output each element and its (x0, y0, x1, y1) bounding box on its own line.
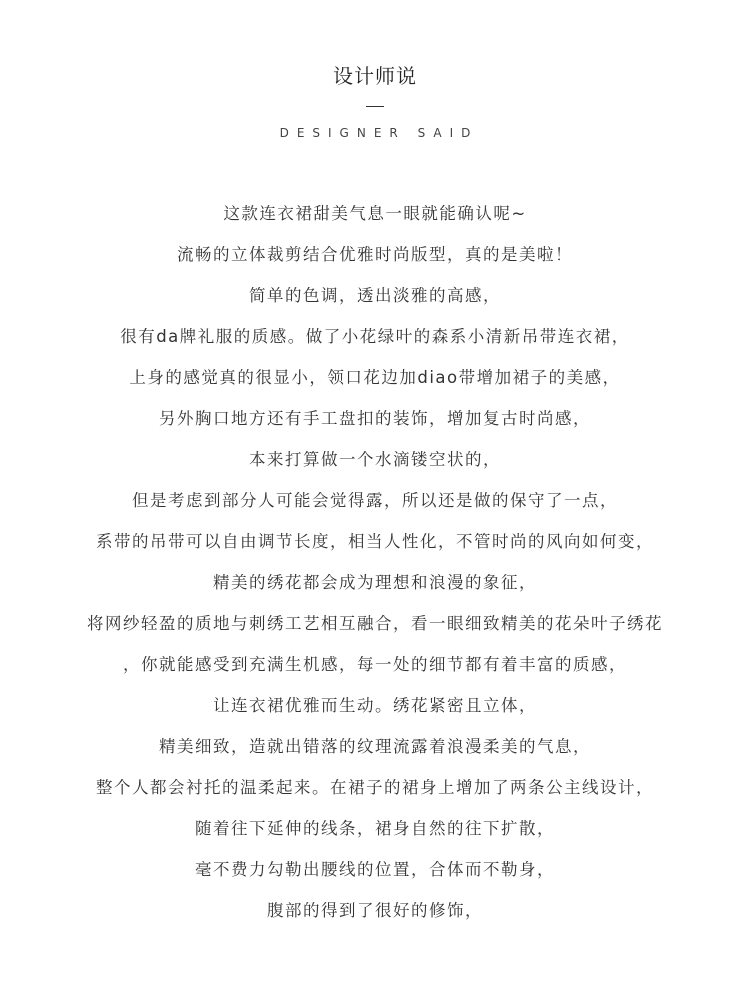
text-line: 腹部的得到了很好的修饰， (267, 901, 483, 920)
section-title: 设计师说 (333, 64, 417, 88)
text-line: 上身的感觉真的很显小，领口花边加diao带增加裙子的美感， (129, 368, 621, 387)
text-line: 将网纱轻盈的质地与刺绣工艺相互融合，看一眼细致精美的花朵叶子绣花 (87, 614, 663, 633)
text-line: 但是考虑到部分人可能会觉得露，所以还是做的保守了一点， (132, 491, 618, 510)
text-line: 毫不费力勾勒出腰线的位置，合体而不勒身， (195, 860, 555, 879)
text-line: 本来打算做一个水滴镂空状的， (249, 450, 501, 469)
text-line: 随着往下延伸的线条，裙身自然的往下扩散， (195, 819, 555, 838)
text-line: ，你就能感受到充满生机感，每一处的细节都有着丰富的质感， (123, 655, 627, 674)
text-line: 这款连衣裙甜美气息一眼就能确认呢~ (223, 204, 527, 223)
text-line: 系带的吊带可以自由调节长度，相当人性化，不管时尚的风向如何变， (96, 532, 654, 551)
section-header (0, 62, 750, 141)
text-line: 简单的色调，透出淡雅的高感， (249, 286, 501, 305)
section-subtitle: DESIGNER SAID (279, 126, 479, 140)
text-line: 另外胸口地方还有手工盘扣的装饰，增加复古时尚感， (159, 409, 591, 428)
text-line: 让连衣裙优雅而生动。绣花紧密且立体， (213, 696, 537, 715)
text-line: 流畅的立体裁剪结合优雅时尚版型，真的是美啦！ (177, 245, 573, 264)
text-line: 整个人都会衬托的温柔起来。在裙子的裙身上增加了两条公主线设计， (96, 778, 654, 797)
text-line: 精美的绣花都会成为理想和浪漫的象征， (213, 573, 537, 592)
text-line: 精美细致，造就出错落的纹理流露着浪漫柔美的气息， (159, 737, 591, 756)
description-text (0, 199, 750, 937)
title-divider (366, 106, 384, 107)
text-line: 很有da牌礼服的质感。做了小花绿叶的森系小清新吊带连衣裙， (120, 327, 630, 346)
